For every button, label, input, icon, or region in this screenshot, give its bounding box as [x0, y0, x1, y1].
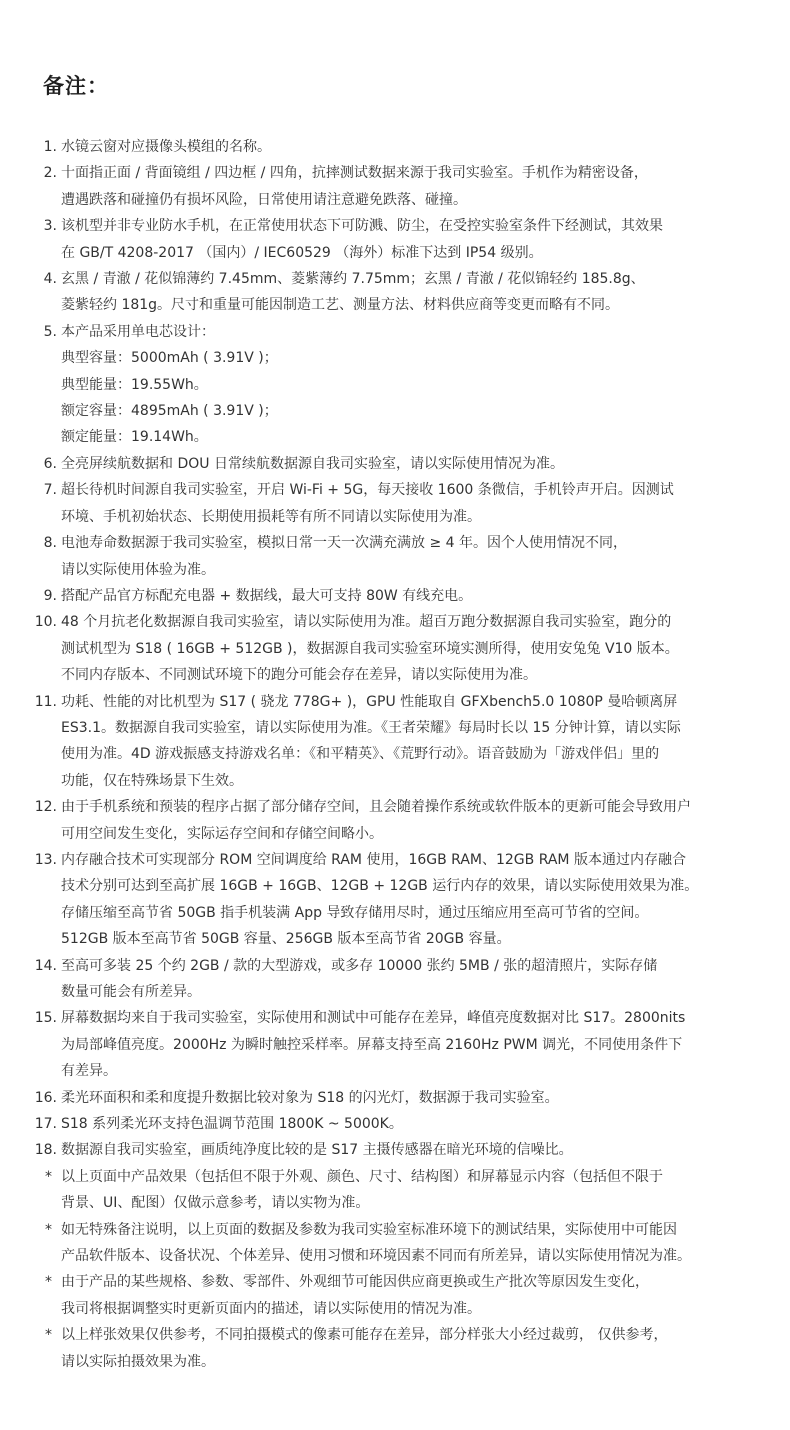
disclaimer-item [0, 1164, 790, 1217]
note-item [0, 1111, 790, 1137]
note-line: 使用为准。4D 游戏振感支持游戏名单：《和平精英》、《荒野行动》。语音鼓励为「游戏伴侣」里的 [61, 746, 660, 763]
asterisk-mark: * [45, 1168, 52, 1185]
note-line: 本产品采用单电芯设计： [61, 323, 215, 340]
note-number: 16. [34, 1089, 57, 1106]
note-line: 屏幕数据均来自于我司实验室，实际使用和测试中可能存在差异，峰值亮度数据对比 S17。2800nits [61, 1010, 686, 1027]
disclaimer-line: 以上样张效果仅供参考，不同拍摄模式的像素可能存在差异，部分样张大小经过裁剪， 仅供参考， [61, 1327, 668, 1344]
note-item [0, 477, 790, 530]
note-item [0, 953, 790, 1006]
note-line: 为局部峰值亮度。2000Hz 为瞬时触控采样率。屏幕支持至高 2160Hz PWM 调光，不同使用条件下 [61, 1036, 683, 1053]
note-line: 技术分别可达到至高扩展 16GB + 16GB、12GB + 12GB 运行内存的效果，请以实际使用效果为准。 [61, 878, 699, 895]
note-number: 13. [34, 851, 57, 868]
note-number: 5. [43, 323, 57, 340]
asterisk-mark: * [45, 1327, 52, 1344]
note-line: 在 GB/T 4208-2017 （国内）/ IEC60529 （海外）标准下达到 IP54 级别。 [61, 244, 543, 261]
asterisk-mark: * [45, 1274, 52, 1291]
note-item [0, 689, 790, 795]
note-number: 7. [43, 482, 57, 499]
disclaimer-item [0, 1217, 790, 1270]
note-line: 测试机型为 S18 ( 16GB + 512GB )，数据源自我司实验室环境实测所得，使用安兔兔 V10 版本。 [61, 640, 679, 657]
note-line: 不同内存版本、不同测试环境下的跑分可能会存在差异，请以实际使用为准。 [61, 667, 537, 684]
note-item [0, 134, 790, 160]
note-line: 水镜云窗对应摄像头模组的名称。 [61, 139, 271, 155]
note-line: 典型能量：19.55Wh。 [61, 376, 208, 393]
note-number: 2. [43, 165, 57, 182]
disclaimer-line: 产品软件版本、设备状况、个体差异、使用习惯和环境因素不同而有所差异，请以实际使用情况为准。 [61, 1248, 691, 1265]
note-line: 数据源自我司实验室，画质纯净度比较的是 S17 主摄传感器在暗光环境的信噪比。 [61, 1142, 573, 1159]
note-number: 6. [43, 455, 57, 472]
note-line: 电池寿命数据源于我司实验室，模拟日常一天一次满充满放 ≥ 4 年。因个人使用情况不同， [61, 535, 627, 552]
note-number: 3. [43, 218, 57, 235]
note-number: 11. [34, 693, 57, 710]
note-item [0, 160, 790, 213]
note-item [0, 451, 790, 477]
note-item [0, 530, 790, 583]
note-line: ES3.1。数据源自我司实验室，请以实际使用为准。《王者荣耀》每局时长以 15 分钟计算，请以实际 [61, 719, 681, 736]
note-number: 18. [34, 1142, 57, 1159]
disclaimer-line: 我司将根据调整实时更新页面内的描述，请以实际使用的情况为准。 [61, 1300, 481, 1317]
note-line: 搭配产品官方标配充电器 + 数据线，最大可支持 80W 有线充电。 [61, 587, 473, 604]
note-line: S18 系列柔光环支持色温调节范围 1800K ~ 5000K。 [61, 1116, 403, 1133]
note-line: 环境、手机初始状态、长期使用损耗等有所不同请以实际使用为准。 [61, 508, 481, 525]
note-line: 遭遇跌落和碰撞仍有损坏风险，日常使用请注意避免跌落、碰撞。 [61, 191, 467, 208]
note-line: 额定能量：19.14Wh。 [61, 429, 208, 446]
note-line: 请以实际使用体验为准。 [61, 561, 215, 578]
note-line: 内存融合技术可实现部分 ROM 空间调度给 RAM 使用，16GB RAM、12GB RAM 版本通过内存融合 [61, 851, 686, 868]
note-line: 由于手机系统和预装的程序占据了部分储存空间，且会随着操作系统或软件版本的更新可能会导致用户 [61, 799, 691, 816]
note-item [0, 609, 790, 688]
note-line: 存储压缩至高节省 50GB 指手机装满 App 导致存储用尽时，通过压缩应用至高可节省的空间。 [61, 904, 649, 921]
disclaimer-line: 以上页面中产品效果（包括但不限于外观、颜色、尺寸、结构图）和屏幕显示内容（包括但不限于 [61, 1168, 663, 1185]
disclaimer-line: 如无特殊备注说明，以上页面的数据及参数为我司实验室标准环境下的测试结果，实际使用中可能因 [61, 1221, 677, 1238]
note-line: 十面指正面 / 背面镜组 / 四边框 / 四角，抗摔测试数据来源于我司实验室。手机作为精密设备， [61, 165, 648, 182]
note-item [0, 847, 790, 953]
note-line: 至高可多装 25 个约 2GB / 款的大型游戏，或多存 10000 张约 5MB / 张的超清照片，实际存储 [61, 957, 658, 974]
note-item [0, 794, 790, 847]
note-number: 17. [34, 1116, 57, 1133]
note-line: 有差异。 [61, 1063, 117, 1080]
notes-list [0, 134, 790, 1375]
note-number: 10. [34, 614, 57, 631]
note-number: 15. [34, 1010, 57, 1027]
note-line: 512GB 版本至高节省 50GB 容量、256GB 版本至高节省 20GB 容量。 [61, 931, 511, 948]
disclaimer-line: 背景、UI、配图）仅做示意参考，请以实物为准。 [61, 1195, 370, 1212]
note-number: 8. [43, 535, 57, 552]
note-line: 超长待机时间源自我司实验室，开启 Wi-Fi + 5G，每天接收 1600 条微信，手机铃声开启。因测试 [61, 482, 674, 499]
note-item [0, 583, 790, 609]
note-line: 可用空间发生变化，实际运存空间和存储空间略小。 [61, 825, 383, 842]
note-number: 1. [43, 139, 57, 155]
note-line: 额定容量：4895mAh ( 3.91V )； [61, 403, 278, 420]
note-line: 数量可能会有所差异。 [61, 984, 201, 1000]
note-number: 12. [34, 799, 57, 816]
disclaimer-item [0, 1269, 790, 1322]
disclaimer-line: 由于产品的某些规格、参数、零部件、外观细节可能因供应商更换或生产批次等原因发生变化， [61, 1274, 649, 1291]
disclaimer-line: 请以实际拍摄效果为准。 [61, 1353, 215, 1370]
note-number: 14. [34, 957, 57, 974]
note-item [0, 1005, 790, 1084]
note-line: 全亮屏续航数据和 DOU 日常续航数据源自我司实验室，请以实际使用情况为准。 [61, 455, 564, 472]
note-line: 功耗、性能的对比机型为 S17 ( 骁龙 778G+ )，GPU 性能取自 GFXbench5.0 1080P 曼哈顿离屏 [61, 693, 678, 710]
note-line: 柔光环面积和柔和度提升数据比较对象为 S18 的闪光灯，数据源于我司实验室。 [61, 1089, 559, 1106]
asterisk-mark: * [45, 1221, 52, 1238]
note-number: 9. [43, 587, 57, 604]
note-item [0, 319, 790, 451]
note-line: 功能，仅在特殊场景下生效。 [61, 772, 243, 789]
note-line: 48 个月抗老化数据源自我司实验室，请以实际使用为准。超百万跑分数据源自我司实验室，跑分的 [61, 614, 672, 631]
note-item [0, 266, 790, 319]
note-line: 玄黑 / 青澈 / 花似锦薄约 7.45mm、菱紫薄约 7.75mm；玄黑 / 青澈 / 花似锦轻约 185.8g、 [61, 271, 645, 288]
note-item [0, 213, 790, 266]
note-line: 该机型并非专业防水手机，在正常使用状态下可防溅、防尘，在受控实验室条件下经测试，其效果 [61, 218, 663, 235]
disclaimer-item [0, 1322, 790, 1375]
note-item [0, 1137, 790, 1163]
page-title: 备注： [43, 74, 109, 98]
note-item [0, 1085, 790, 1111]
note-line: 菱紫轻约 181g。尺寸和重量可能因制造工艺、测量方法、材料供应商等变更而略有不同。 [61, 297, 620, 314]
note-line: 典型容量：5000mAh ( 3.91V )； [61, 350, 278, 367]
note-number: 4. [43, 271, 57, 288]
